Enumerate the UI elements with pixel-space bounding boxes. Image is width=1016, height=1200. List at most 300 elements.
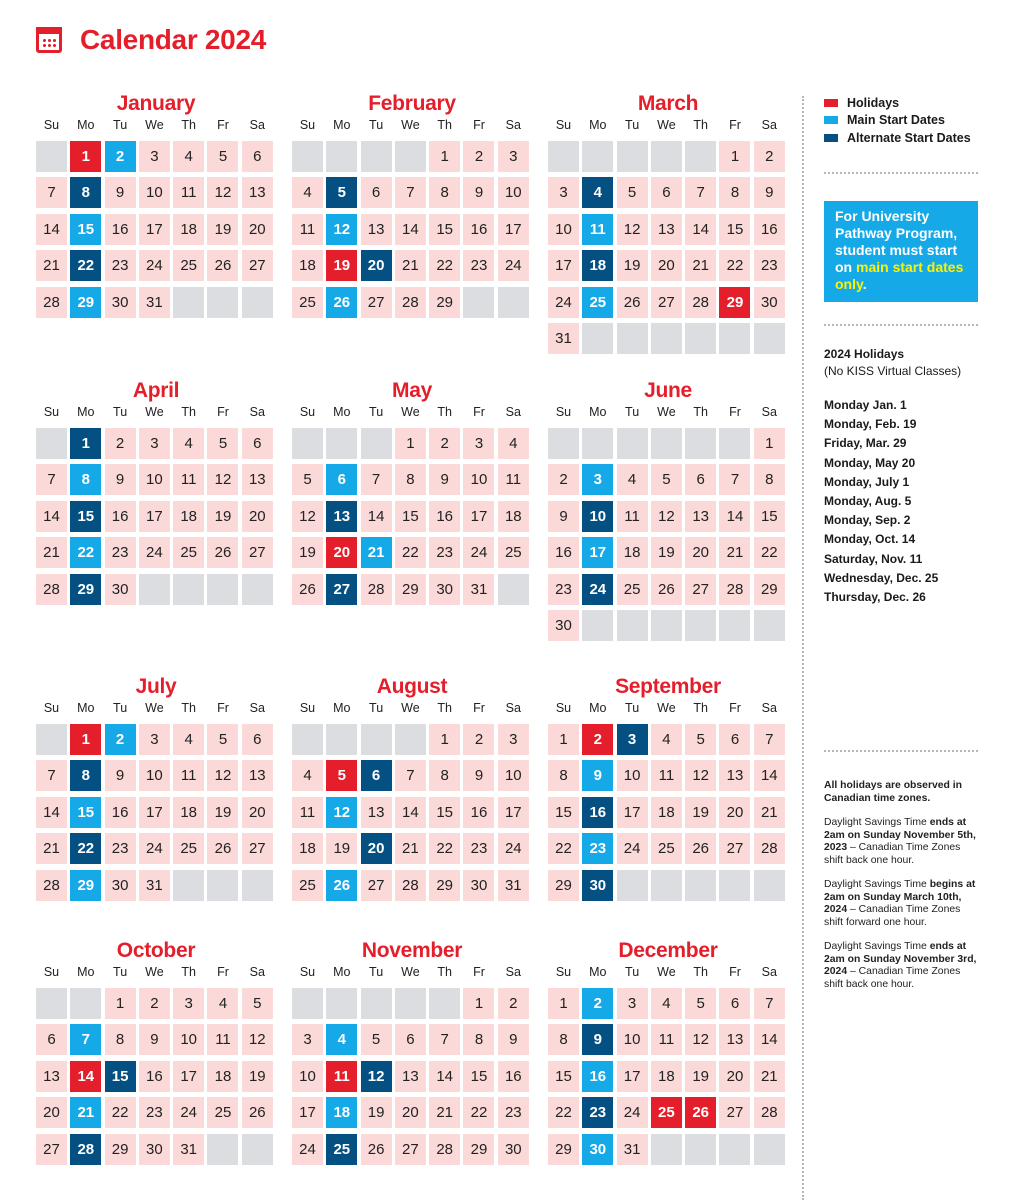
day-cell: 28 [395,287,426,318]
weekday-label: Th [181,965,196,979]
empty-day [207,287,238,318]
day-cell: 7 [36,177,67,208]
legend-item-main [824,112,980,130]
day-cell: 5 [207,724,238,755]
day-cell: 16 [463,797,494,828]
weekday-label: We [145,701,164,715]
day-cell: 31 [173,1134,204,1165]
day-cell: 20 [685,537,716,568]
day-cell: 17 [139,797,170,828]
day-cell: 25 [617,574,648,605]
empty-day [361,141,392,172]
day-cell: 9 [429,464,460,495]
day-cell: 23 [498,1097,529,1128]
divider [824,750,978,752]
day-cell: 22 [719,250,750,281]
empty-day [429,988,460,1019]
alt-start-day: 22 [70,250,101,281]
day-cell: 12 [685,760,716,791]
empty-day [617,323,648,354]
weekday-label: Th [437,405,452,419]
day-cell: 28 [754,833,785,864]
weekday-label: Mo [77,405,95,419]
main-start-day: 22 [70,537,101,568]
holiday-item: Monday Jan. 1 [824,398,907,412]
day-cell: 19 [685,1061,716,1092]
empty-day [139,574,170,605]
day-cell: 8 [105,1024,136,1055]
day-cell: 27 [361,287,392,318]
weekday-label: Tu [625,118,640,132]
alt-start-day: 8 [70,760,101,791]
main-start-day: 16 [582,1061,613,1092]
weekday-label: Su [555,118,572,132]
day-cell: 9 [498,1024,529,1055]
day-cell: 13 [719,1024,750,1055]
main-start-day: 15 [70,797,101,828]
day-cell: 24 [139,833,170,864]
day-cell: 15 [548,1061,579,1092]
day-cell: 13 [361,797,392,828]
day-cell: 13 [395,1061,426,1092]
day-cell: 5 [651,464,682,495]
day-cell: 19 [207,214,238,245]
day-cell: 19 [292,537,323,568]
weekday-header [36,118,276,132]
empty-day [582,141,613,172]
empty-day [207,1134,238,1165]
day-cell: 19 [207,797,238,828]
holidays-title: 2024 Holidays [824,347,905,361]
day-cell: 14 [754,760,785,791]
day-cell: 15 [548,797,579,828]
day-cell: 10 [173,1024,204,1055]
day-cell: 16 [498,1061,529,1092]
day-cell: 22 [395,537,426,568]
day-grid [36,428,276,605]
weekday-label: Mo [589,965,607,979]
day-cell: 2 [754,141,785,172]
weekday-label: Sa [505,118,521,132]
empty-day [719,610,750,641]
day-cell: 11 [173,760,204,791]
main-start-day: 6 [326,464,357,495]
holiday-section [824,347,980,607]
pathway-text: For University Pathway Program, student must start on [835,208,958,275]
day-cell: 30 [139,1134,170,1165]
holiday-item: Wednesday, Dec. 25 [824,570,939,585]
weekday-label: Tu [113,405,128,419]
day-cell: 21 [395,250,426,281]
day-cell: 20 [719,1061,750,1092]
day-cell: 11 [207,1024,238,1055]
day-cell: 17 [548,250,579,281]
day-grid [548,724,788,901]
day-grid [548,428,788,641]
day-cell: 7 [719,464,750,495]
day-cell: 1 [395,428,426,459]
empty-day [651,141,682,172]
alt-start-day: 13 [326,501,357,532]
day-cell: 30 [105,287,136,318]
day-cell: 18 [617,537,648,568]
main-start-day: 4 [326,1024,357,1055]
day-cell: 20 [242,797,273,828]
day-cell: 28 [36,287,67,318]
day-cell: 7 [36,760,67,791]
weekday-label: Tu [369,405,384,419]
empty-day [685,870,716,901]
weekday-label: Mo [77,701,95,715]
day-cell: 24 [292,1134,323,1165]
main-start-day: 26 [326,870,357,901]
day-cell: 11 [617,501,648,532]
day-cell: 29 [548,1134,579,1165]
weekday-header [548,405,788,419]
day-cell: 2 [105,428,136,459]
day-cell: 23 [139,1097,170,1128]
day-cell: 30 [548,610,579,641]
day-cell: 19 [617,250,648,281]
day-cell: 5 [207,141,238,172]
day-cell: 3 [548,177,579,208]
day-cell: 14 [36,214,67,245]
day-cell: 25 [207,1097,238,1128]
day-cell: 11 [498,464,529,495]
day-cell: 23 [105,250,136,281]
day-grid [292,988,532,1165]
empty-day [242,870,273,901]
day-cell: 12 [207,760,238,791]
weekday-label: Fr [473,405,485,419]
day-cell: 6 [242,724,273,755]
empty-day [242,287,273,318]
empty-day [685,610,716,641]
day-cell: 4 [173,724,204,755]
empty-day [463,287,494,318]
empty-day [173,870,204,901]
day-cell: 11 [292,214,323,245]
day-cell: 10 [617,760,648,791]
day-cell: 28 [685,287,716,318]
weekday-label: Sa [505,965,521,979]
legend-item-alt [824,129,980,147]
weekday-label: Fr [729,405,741,419]
holiday-day: 19 [326,250,357,281]
pathway-text-end: . [862,276,867,292]
empty-day [582,610,613,641]
day-cell: 19 [242,1061,273,1092]
day-cell: 1 [548,724,579,755]
weekday-label: Su [299,118,316,132]
day-cell: 17 [617,1061,648,1092]
month-december [548,939,788,1165]
day-cell: 27 [651,287,682,318]
main-start-day: 21 [70,1097,101,1128]
weekday-label: Sa [249,701,265,715]
weekday-label: We [145,965,164,979]
day-cell: 21 [36,537,67,568]
day-cell: 19 [651,537,682,568]
day-cell: 5 [207,428,238,459]
empty-day [719,428,750,459]
divider [824,324,978,326]
day-cell: 22 [105,1097,136,1128]
month-name: February [368,92,456,115]
day-cell: 13 [242,760,273,791]
empty-day [36,141,67,172]
empty-day [36,988,67,1019]
empty-day [395,988,426,1019]
day-cell: 14 [395,797,426,828]
empty-day [548,428,579,459]
holiday-item: Monday, Aug. 5 [824,494,912,509]
day-cell: 24 [617,833,648,864]
empty-day [36,724,67,755]
calendar-icon [36,27,62,53]
day-cell: 26 [361,1134,392,1165]
day-cell: 18 [651,1061,682,1092]
weekday-label: Th [437,118,452,132]
day-cell: 9 [463,177,494,208]
weekday-label: We [657,701,676,715]
weekday-label: Sa [761,965,777,979]
day-cell: 2 [548,464,579,495]
day-cell: 18 [292,250,323,281]
main-start-day: 30 [582,1134,613,1165]
weekday-label: Th [693,405,708,419]
day-cell: 17 [292,1097,323,1128]
empty-day [754,1134,785,1165]
alt-start-day: 22 [70,833,101,864]
weekday-label: Th [693,118,708,132]
notes [824,780,980,1003]
month-january [36,92,276,318]
weekday-label: Mo [77,118,95,132]
holiday-item: Monday, Sep. 2 [824,513,911,528]
empty-day [685,323,716,354]
day-cell: 31 [139,870,170,901]
main-start-day: 2 [582,988,613,1019]
day-cell: 22 [429,250,460,281]
empty-day [719,870,750,901]
day-cell: 7 [361,464,392,495]
weekday-label: Tu [625,701,640,715]
day-cell: 27 [719,833,750,864]
day-cell: 26 [207,537,238,568]
day-cell: 24 [617,1097,648,1128]
weekday-header [36,701,276,715]
day-cell: 29 [105,1134,136,1165]
day-cell: 3 [463,428,494,459]
month-name: September [615,675,721,698]
day-grid [36,988,276,1165]
empty-day [754,323,785,354]
day-cell: 29 [463,1134,494,1165]
day-cell: 13 [36,1061,67,1092]
month-name: October [116,939,196,962]
day-cell: 5 [685,724,716,755]
holiday-item: Monday, July 1 [824,474,910,489]
weekday-label: Fr [473,701,485,715]
day-cell: 5 [617,177,648,208]
day-cell: 6 [395,1024,426,1055]
legend-label: Alternate Start Dates [847,130,971,145]
alt-start-day: 9 [582,1024,613,1055]
day-cell: 11 [173,177,204,208]
day-cell: 15 [429,214,460,245]
day-cell: 4 [173,141,204,172]
day-cell: 6 [36,1024,67,1055]
day-cell: 16 [548,537,579,568]
day-cell: 21 [754,797,785,828]
day-cell: 19 [207,501,238,532]
weekday-header [548,701,788,715]
alt-start-day: 10 [582,501,613,532]
weekday-label: Th [693,701,708,715]
weekday-label: Fr [217,965,229,979]
weekday-label: Fr [729,118,741,132]
day-cell: 7 [395,760,426,791]
day-cell: 19 [326,833,357,864]
weekday-label: Mo [333,701,351,715]
day-cell: 26 [292,574,323,605]
alt-start-day: 30 [582,870,613,901]
day-cell: 21 [36,833,67,864]
holiday-item: Monday, May 20 [824,455,916,470]
day-cell: 4 [292,760,323,791]
day-cell: 27 [719,1097,750,1128]
day-cell: 16 [429,501,460,532]
day-cell: 4 [207,988,238,1019]
day-cell: 7 [754,724,785,755]
weekday-label: Sa [249,965,265,979]
empty-day [685,428,716,459]
day-cell: 29 [754,574,785,605]
main-start-day: 18 [326,1097,357,1128]
weekday-label: Su [43,405,60,419]
day-cell: 17 [617,797,648,828]
day-cell: 14 [36,501,67,532]
day-cell: 15 [429,797,460,828]
holiday-day: 14 [70,1061,101,1092]
day-cell: 18 [173,501,204,532]
empty-day [173,287,204,318]
day-cell: 25 [173,833,204,864]
alt-start-day: 15 [105,1061,136,1092]
day-cell: 6 [651,177,682,208]
main-start-day: 11 [582,214,613,245]
day-cell: 22 [463,1097,494,1128]
day-cell: 19 [361,1097,392,1128]
day-cell: 20 [242,501,273,532]
day-grid [292,428,532,605]
weekday-label: Tu [369,701,384,715]
day-cell: 1 [105,988,136,1019]
day-cell: 10 [139,464,170,495]
day-cell: 2 [139,988,170,1019]
day-cell: 9 [754,177,785,208]
day-cell: 31 [548,323,579,354]
empty-day [617,428,648,459]
day-cell: 21 [719,537,750,568]
day-cell: 2 [463,141,494,172]
day-cell: 21 [395,833,426,864]
empty-day [685,1134,716,1165]
page-title: Calendar 2024 [80,24,266,55]
day-cell: 28 [36,870,67,901]
weekday-label: Tu [113,701,128,715]
alt-start-day: 24 [582,574,613,605]
day-cell: 10 [498,177,529,208]
pathway-highlight: main start dates only [835,259,964,292]
holiday-day: 1 [70,724,101,755]
day-cell: 11 [173,464,204,495]
day-cell: 16 [105,214,136,245]
legend-label: Main Start Dates [847,113,945,128]
day-cell: 13 [719,760,750,791]
day-grid [548,988,788,1165]
day-cell: 30 [463,870,494,901]
day-cell: 3 [139,141,170,172]
page-header [36,24,266,56]
month-july [36,675,276,901]
day-cell: 18 [173,797,204,828]
day-cell: 3 [139,724,170,755]
main-start-day: 21 [361,537,392,568]
day-cell: 16 [754,214,785,245]
weekday-label: Th [181,118,196,132]
weekday-label: Th [181,405,196,419]
day-cell: 12 [617,214,648,245]
weekday-header [36,965,276,979]
day-cell: 9 [548,501,579,532]
day-cell: 8 [429,177,460,208]
day-cell: 30 [429,574,460,605]
empty-day [651,870,682,901]
weekday-label: Th [437,701,452,715]
empty-day [395,724,426,755]
day-cell: 21 [429,1097,460,1128]
day-cell: 16 [463,214,494,245]
holiday-item: Monday, Oct. 14 [824,532,916,547]
day-cell: 31 [139,287,170,318]
empty-day [361,988,392,1019]
month-october [36,939,276,1165]
alt-start-day: 12 [361,1061,392,1092]
holiday-day: 29 [719,287,750,318]
weekday-label: Su [43,701,60,715]
day-cell: 1 [429,141,460,172]
holiday-list [824,396,980,607]
dst-note-1: Daylight Savings Time ends at 2am on Sunday November 5th, 2023 – Canadian Time Zones shift back one hour. [824,817,976,866]
main-start-day: 3 [582,464,613,495]
day-cell: 5 [685,988,716,1019]
empty-day [292,141,323,172]
weekday-label: Sa [761,701,777,715]
empty-day [173,574,204,605]
day-cell: 9 [105,760,136,791]
day-cell: 3 [292,1024,323,1055]
empty-day [498,574,529,605]
day-cell: 20 [651,250,682,281]
day-cell: 17 [463,501,494,532]
dst-note-3: Daylight Savings Time ends at 2am on Sunday November 3rd, 2024 – Canadian Time Zones shift back one hour. [824,941,977,990]
day-cell: 15 [463,1061,494,1092]
day-cell: 13 [242,177,273,208]
day-cell: 4 [651,988,682,1019]
day-cell: 30 [105,574,136,605]
